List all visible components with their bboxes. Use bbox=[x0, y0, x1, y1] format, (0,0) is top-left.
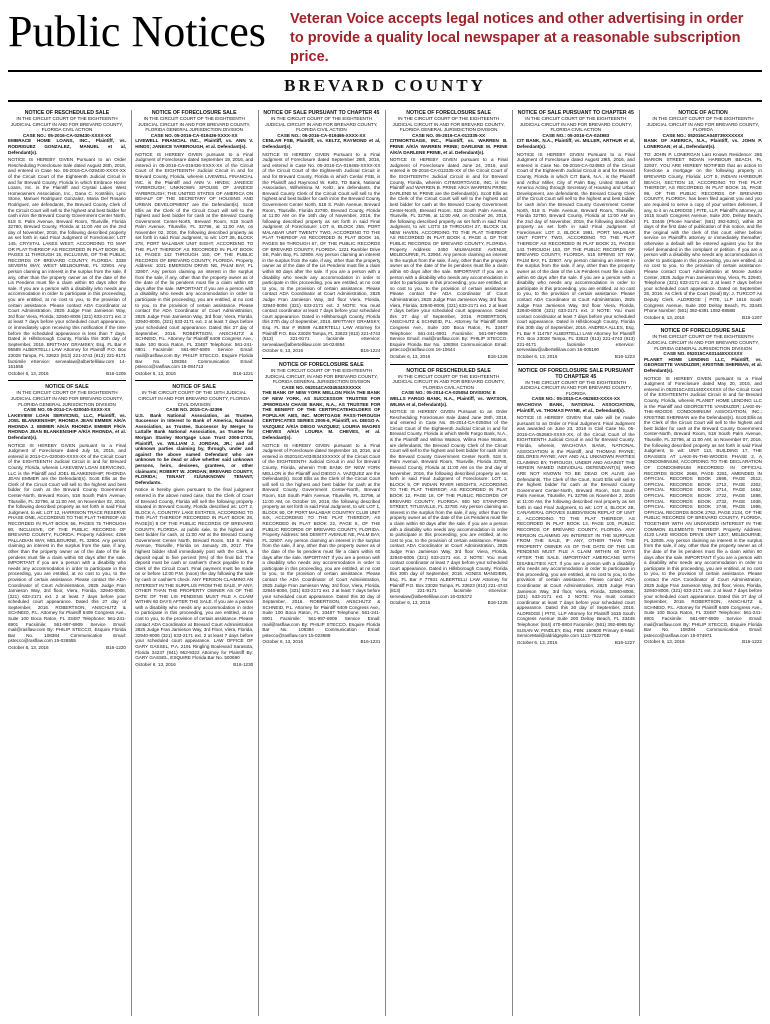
notice-reference-number: B16-1226 bbox=[487, 353, 508, 359]
notice-reference-number: B16-1227 bbox=[614, 639, 635, 645]
notice-footer bbox=[390, 354, 508, 360]
notice-title: NOTICE OF SALE PURSUANT TO CHAPTER 45 bbox=[517, 110, 634, 116]
notice-footer bbox=[8, 645, 126, 651]
column-rule bbox=[512, 110, 513, 1016]
notice-footer bbox=[135, 662, 253, 668]
county-section-header bbox=[8, 70, 762, 102]
notice-parties: EMBRACE HOME LOANS, INC., Plaintiff, vs. RODRIGUEZ GONZALEZ, MANUEL et al, Defendant(s). bbox=[8, 138, 126, 155]
notice-case-number: CASE NO. 2015-CA-42396 bbox=[166, 407, 223, 413]
notice-reference-number: B16-1223 bbox=[614, 353, 635, 359]
notice-title: NOTICE OF FORECLOSURE SALE bbox=[151, 110, 237, 116]
notice-parties: CIT BANK, N.A., Plaintiff, vs. MILLER, ARTHUR et al, Defendant(s). bbox=[516, 138, 635, 149]
notice-body: NOTICE IS HEREBY GIVEN pursuant to a Final Judgment of Foreclosure dated September 19, 2016, and entered in 05-2016-CA-019436-XXXX-XX of the Circuit Court of the EIGHTEENTH Judicial Circuit in and for Brevard County, Florida, wherein LIVEWELL FINANCIAL INC. is the Plaintiff and ANN V. HINDS; JANEICE YARBROUGH; UNKNOWN SPOUSE OF JANEICE YARBROUGH; THE UNITED STATES OF AMERICA ON BEHALF OF THE SECRETARY OF HOUSING AND URBAN DEVELOPMENT are the Defendant(s). Scott Ellis as the Clerk of the Circuit Court will sell to the highest and best bidder for cash at the Brevard County Government Center-North, Brevard Room, 518 South Palm Avenue, Titusville, FL 32796, at 11:00 AM, on November 02, 2016, the following described property as set forth in said Final Judgment, to wit: LOT 36, BLOCK 278, PORT MALABAR UNIT EIGHT, ACCORDING TO THE PLAT THEREOF AS RECORDED IN PLAT BOOK 14, PAGES 142 THROUGH 150, OF THE PUBLIC RECORDS OF BREVARD COUNTY, FLORIDA. Property Address: 1021 EMERSON DRIVE NE, PALM BAY, FL 32907. Any person claiming an interest in the surplus from the sale, if any, other than the property owner as of the date of the lis pendens must file a claim within 60 days after the sale. IMPORTANT If you are a person with a disability who needs any accommodation in order to participate in this proceeding, you are entitled, at no cost to you, to the provision of certain assistance. Please contact the ADA Coordinator of Court Administration, 2825 Judge Fran Jamieson Way, 3rd floor, Viera, Florida, 32940-8006, (321) 633-2171 ext. 2 at least 7 days before your scheduled court appearance. Dated this 27 day of September, 2016. ROBERTSON, ANSCHUTZ & SCHNEID, P.L. Attorney for Plaintiff 6409 Congress Ave., Suite 100 Boca Raton, FL 33487 Telephone: 561-241-6901 Facsimile: 561-997-6909 Service Email: mail@rasflaw.com By: PHILIP STECCO, Esquire Florida Bar No. 108384 Communication Email: pstecco@rasflaw.com 15-084713 bbox=[135, 151, 254, 370]
legal-notice bbox=[135, 110, 253, 376]
notice-parties: LIVEWELL FINANCIAL INC., Plaintiff, vs. ANN V. HINDS; JANEICE YARBROUGH, et al. Defendant(s). bbox=[135, 138, 254, 149]
notices-grid bbox=[8, 110, 762, 1016]
notice-reference-number: B16-1220 bbox=[106, 645, 126, 651]
masthead-title: Public Notices bbox=[8, 7, 266, 56]
notice-divider bbox=[390, 364, 508, 365]
notice-publication-dates: October 6, 13, 2016 bbox=[262, 639, 303, 645]
column-rule bbox=[131, 110, 132, 1016]
notice-publication-dates: October 6, 13, 2016 bbox=[262, 348, 303, 354]
notice-court: IN THE CIRCUIT COURT OF THE EIGHTEENTH JUDICIAL CIRCUIT IN AND FOR BREVARD COUNTY, FLORIDA CIVIL ACTION bbox=[519, 116, 632, 133]
notice-case-number: CASE NO.: 052016CA040739XXXXXX bbox=[662, 132, 744, 138]
notice-publication-dates: October 6, 13, 2016 bbox=[135, 661, 176, 667]
notice-parties: CITIMORTGAGE, INC., Plaintiff, vs. WARREN B. PRINE A/K/A WARREN PRINE; DARLENE M. PRINE A/K/A DARLENE PRINE, et al. Defendant(s). bbox=[389, 138, 508, 155]
notice-reference-number: B16-1230 bbox=[233, 661, 254, 667]
notice-case-number: CASE NO. 05-2016-CA-019436-XXXX-XX bbox=[150, 132, 238, 138]
notice-body: NOTICE IS HEREBY GIVEN Pursuant to a Final Judgment of Foreclosure dated September 26th, 2016, and entered in Case No. 05-2016-CA-019465-XXXX-XX of the Circuit Court of the Eighteenth Judicial Circuit in and for Brevard County, Florida in which Cenlar FSB, is the Plaintiff and Raymond W. Keltz, TD Bank, National Association, Wilhelmina M. Keltz, are defendants, the Brevard County Clerk of the Circuit Court will sell to the highest and best bidder for cash in/on the Brevard County Government Center North, 518 S. Palm Avenue, Brevard Room, Titusville, Florida 32780, Brevard County, Florida at 11:00 AM on the 16th day of November, 2016, the following described property as set forth in said Final Judgment of Foreclosure: LOT 8, BLOCK 255, PORT MALABAR UNIT TWENTY TWO, ACCORDING TO THE PLAT THEREOF AS RECORDED IN PLAT BOOK 16, PAGES 59 THROUGH 67, OF THE PUBLIC RECORDS OF BREVARD COUNTY, FLORIDA. 1221 Rambler Drive SE, Palm Bay, FL 32909. Any person claiming an interest in the surplus from the sale, if any, other than the property owner as of the date of the Lis Pendens must file a claim within 60 days after the sale. If you are a person with a disability who needs any accommodation in order to participate in this proceeding, you are entitled, at no cost to you, to the provision of certain assistance. Please contact ADA Coordinator at Court Administration, 2825 Judge Fran Jamieson Way, 3rd floor Viera, Florida, 32940-8006 (321) 633-2171 ext. 2 NOTE: You must contact coordinator at least 7 days before your scheduled court appearance. Dated in Hillsborough County, Florida this 27th day of September, 2016. BRITTANY GRAMSKY, Esq. FL Bar # 95589 ALBERTELLI LAW Attorney for Plaintiff P.O. Box 23028 Tampa, FL 33623 (813) 221-4743 (813) 221-9171 facsimile eService: servealaw@albertellilaw.com 16-024854 bbox=[262, 151, 381, 347]
notice-parties: U.S. Bank National Association, as Trustee, Successor in Interest to Bank of America, National Association, as Trustee, Successor by Merger to LaSalle Bank National Association, as Trustee for Morgan Stanley Mortgage Loan Trust 2006-17XS, Plaintiff, vs. WILLIAM J. JORDAN, JR.; and all unknown parties claiming by, through, under and against the above named Defendant who are unknown to be dead or alive whether said unknown persons, heirs, devisees, grantees, or other claimants; ROBERT W. JORDAN; BREVARD COUNTY, FLORIDA; TENANT #1/UNKNOWN TENANT, Defendants. bbox=[135, 412, 254, 485]
notice-case-number: CASE NO.: 05-2016-CA-024983 bbox=[542, 132, 610, 138]
notice-body: TO: JOHN P. LONERGAN Last Known Residence: 265 MARION STREET INDIAN HARBOUR BEACH, FL 32937. YOU ARE HEREBY NOTIFIED that an action to foreclose a mortgage on the following property in BREVARD County, Florida: LOT 5, INDIAN HARBOUR BEACH, SECTION 10, ACCORDING TO THE PLAT THEREOF, AS RECORDED IN PLAT BOOK 15, PAGE 99, OF THE PUBLIC RECORDS OF BREVARD COUNTY, FLORIDA. has been filed against you and you are required to serve a copy of your written defenses, if any, to it on ALDRIDGE | PITE, LLP, Plaintiff's attorney, at 1615 South Congress Avenue, Suite 200, Delray Beach, FL 33445 (Phone Number: (561) 392-6391), within 30 days of the first date of publication of this notice, and file the original with the clerk of this court either before service on Plaintiff's attorney or immediately thereafter; otherwise a default will be entered against you for the relief demanded in the complaint or petition. If you are a person with a disability who needs any accommodation in order to participate in this proceeding, you are entitled, at no cost to you, to the provision of certain assistance. Please contact Court Administration at Moore Justice Center, 2825 Judge Fran Jamieson Way, Viera, FL 32940, Telephone (321) 633-2171 ext. 2 at least 7 days before your scheduled court appearance. Dated on September 26, 2016. As Clerk of the Court (Seal) By: J. TURCOT As Deputy Clerk. ALDRIDGE | PITE, LLP 1615 South Congress Avenue, Suite 200 Delray Beach, FL 33445 Phone Number: (561) 392-6391 1092-8858B bbox=[644, 151, 762, 314]
notice-reference-number: B16-1207 bbox=[742, 314, 762, 320]
masthead-tagline: Veteran Voice accepts legal notices and other advertising in order to provide a quality local newspaper at a reasonable subscription price. bbox=[290, 11, 744, 65]
notice-body: NOTICE IS HEREBY GIVEN pursuant to a Final Judgment of Foreclosure dated July 16, 2015, and entered in 2014-CA-020040-XXXX-XX of the Circuit Court of the EIGHTEENTH Judicial Circuit in and for Brevard County, Florida, wherein LAKEVIEW LOAN SERVICING, LLC is the Plaintiff and JOEL BLANKENSHIP; RHONDA JEAN EMMER are the Defendant(s). Scott Ellis as the Clerk of the Circuit Court will sell to the highest and best bidder for cash at the Brevard County Government Center-North, Brevard Room, 518 South Palm Avenue, Titusville, FL 32796, at 11:00 AM, on November 02, 2016, the following described property as set forth in said Final Judgment, to wit: LOT 12, HARRISON TRACE RESERVE PHASE ONE, ACCORDING TO THE PLAT THEREOF AS RECORDED IN PLAT BOOK 56, PAGES 75 THROUGH 80, INCLUSIVE, OF THE PUBLIC RECORDS OF BREVARD COUNTY, FLORIDA. Property Address: 4266 PALLADIAN WAY, MELBOURNE, FL 32904. Any person claiming an interest in the surplus from the sale, if any, other than the property owner as of the date of the lis pendens must file a claim within 60 days after the sale. IMPORTANT If you are a person with a disability who needs any accommodation in order to participate in this proceeding, you are entitled, at no cost to you, to the provision of certain assistance. Please contact the ADA Coordinator of Court Administration, 2825 Judge Fran Jamieson Way, 3rd floor, Viera, Florida, 32940-8006, (321) 633-2171 ext. 2 at least 7 days before your scheduled court appearance. Dated this 27 day of September, 2016. ROBERTSON, ANSCHUTZ & SCHNEID, P.L. Attorney for Plaintiff 6409 Congress Ave., Suite 100 Boca Raton, FL 33487 Telephone: 561-241-6901 Facsimile: 561-997-6909 Service Email: mail@rasflaw.com By: PHILIP STECCO, Esquire Florida Bar No. 108384 Communication Email: pstecco@rasflaw.com 15-026555 bbox=[8, 442, 126, 644]
notice-title: NOTICE OF FORECLOSURE SALE bbox=[660, 328, 746, 335]
notice-publication-dates: October 6, 13, 2016 bbox=[8, 370, 49, 376]
column-rule bbox=[385, 110, 386, 1016]
notice-divider bbox=[644, 324, 762, 325]
notice-case-number: CASE NO. 052014CA034534XXXXXX bbox=[281, 384, 361, 390]
notice-title: NOTICE OF RESCHEDULED SALE bbox=[406, 367, 491, 374]
notice-publication-dates: October 6, 13, 2016 bbox=[8, 645, 49, 651]
notice-divider bbox=[8, 380, 126, 381]
notice-title: NOTICE OF SALE bbox=[172, 384, 216, 391]
notice-divider bbox=[135, 380, 253, 381]
legal-notice bbox=[644, 328, 762, 645]
notice-column bbox=[262, 110, 380, 1016]
notice-parties: THE BANK OF NEW YORK MELLON F/K/A THE BANK OF NEW YORK, AS SUCCESSOR TRUSTEE FOR JPMORGAN CHASE BANK, N.A., AS TRUSTEE FOR THE BENEFIT OF THE CERTIFICATEHOLDERS OF POPULAR ABS, INC. MORTGAGE PASS-THROUGH CERTIFICATES SERIES 2005-6, Plaintiff, vs. DIEGO A. VAZQUEZ A/K/A DIEGO VAZQUEZ; LOURIA MAGRIS CHEVES A/K/A LOURIA M. CHEVES, et al. Defendant(s). bbox=[262, 390, 381, 441]
legal-notice bbox=[517, 110, 635, 360]
legal-notice bbox=[135, 384, 253, 667]
notice-reference-number: B16-1205 bbox=[106, 370, 126, 376]
notice-column bbox=[644, 110, 762, 1016]
notice-court: IN THE CIRCUIT COURT OF THE EIGHTEENTH JUDICIAL CIRCUIT IN AND FOR BREVARD COUNTY, FLORIDA GENERAL JURISDICTION DIVISION bbox=[10, 390, 124, 407]
notice-title: NOTICE OF RESCHEDULED SALE bbox=[24, 110, 110, 116]
legal-notice bbox=[8, 384, 126, 650]
notice-case-number: CASE NO.: 05-2014-CA-025054 DIVISION: E bbox=[401, 390, 496, 396]
notice-parties: WELLS FARGO BANK, N.A., Plaintiff, vs. WATSON, WILMA et al, Defendant(s). bbox=[389, 395, 508, 407]
notice-column bbox=[8, 110, 126, 1016]
notice-body: Notice is hereby given pursuant to the final judgment entered in the above noted case, that the Clerk of Court of Brevard County, Florida will sell the following property situated in Brevard County, Florida described as: LOT 2, BLOCK A, COUNTRY LAKE ESTATES, ACCORDING TO THE PLAT THEREOF RECORDED IN PLAT BOOK 28, PAGE(S) 8 OF THE PUBLIC RECORDS OF BREVARD COUNTY, FLORIDA. at public sale, to the highest and best bidder for cash, at 11:00 AM at the Brevard County Government Center North, Brevard Room, 518 S. Palm Avenue, Titusville, Florida on January 25, 2017. The highest bidder shall immediately post with the Clerk, a deposit equal to five percent (5%) of the final bid. The deposit must be cash or cashier's check payable to the Clerk of the Circuit Court. Final payment must be made on or before 12:00 P.M. (noon) the day following the sale by cash or cashier's check. ANY PERSON CLAIMING AN INTEREST IN THE SURPLUS FROM THE SALE, IF ANY, OTHER THAN THE PROPERTY OWNER AS OF THE DATE OF THE LIS PENDENS MUST FILE A CLAIM WITHIN 60 DAYS AFTER THE SALE. If you are a person with a disability who needs any accommodation in order to participate in this proceeding, you are entitled, at no cost to you, to the provision of certain assistance. Please contact ADA Coordinator at Brevard Court Administration 2825 Judge Fran Jamieson Way, 3rd Floor, Viera, Florida, 32940-8006 (321) 633-2171 ext. 2 at least 7 days before your scheduled court appearance. LAW OFFICE OF GARY GASSEL, P.A. 2191 Ringling Boulevard Sarasota, Florida 34237 (941) 952-9322 Attorney for Plaintiff By: GARY GASSEL, ESQUIRE Florida Bar No. 500690 bbox=[135, 487, 254, 661]
notice-case-number: CASE NO.: 05-2016-CA-019465-XXXX-XX bbox=[277, 132, 366, 138]
column-rule bbox=[639, 110, 640, 1016]
notice-body: NOTICE IS HEREBY GIVEN pursuant to a Final Judgment of Foreclosure dated September 16, 2016, and entered in 052014CA034534XXXXXX of the Circuit Court of the EIGHTEENTH Judicial Circuit in and for Brevard County, Florida, wherein THE BANK OF NEW YORK MELLON is the Plaintiff and DIEGO A. VAZQUEZ are the Defendant(s). Scott Ellis as the Clerk of the Circuit Court will sell to the highest and best bidder for cash at the Brevard County Government Center-North, Brevard Room, 518 South Palm Avenue, Titusville, FL 32796, at 11:00 AM, on October 19, 2016, the following described property as set forth in said Final Judgment, to wit: LOT 1, BLOCK 90, OF PORT MALABAR COUNTRY CLUB UNIT SIX, ACCORDING TO THE PLAT THEREOF, AS RECORDED IN PLAT BOOK 22, PAGE 6, OF THE PUBLIC RECORDS OF BREVARD COUNTY, FLORIDA. Property Address: 565 DEWITT AVENUE NE, PALM BAY, FL 32907. Any person claiming an interest in the surplus from the sale, if any, other than the property owner as of the date of the lis pendens must file a claim within 60 days after the sale. IMPORTANT If you are a person with a disability who needs any accommodation in order to participate in this proceeding, you are entitled, at no cost to you, to the provision of certain assistance. Please contact the ADA Coordinator of Court Administration, 2825 Judge Fran Jamieson Way, 3rd floor, Viera, Florida, 32940-8006, (321) 633-2171 ext. 2 at least 7 days before your scheduled court appearance. Dated this 30 day of September, 2016. ROBERTSON, ANSCHUTZ & SCHNEID, P.L. Attorney for Plaintiff 6409 Congress Ave., Suite 100 Boca Raton, FL 33487 Telephone: 561-241-6901 Facsimile: 561-997-6909 Service Email: mail@rasflaw.com By: PHILIP STECCO, Esquire Florida Bar No. 108384 Communication Email: pstecco@rasflaw.com 15-023688 bbox=[262, 442, 381, 638]
notice-footer bbox=[390, 600, 508, 606]
notice-parties: WACHOVIA BANK, NATIONAL ASSOCIATION, Plaintiff, vs. THOMAS PAYNE, et al., Defendant(s). bbox=[516, 401, 635, 413]
notice-reference-number: B16-1222 bbox=[742, 639, 762, 645]
notice-title: NOTICE OF FORECLOSURE SALE bbox=[279, 361, 364, 368]
notice-case-number: CASE NO.: 05-2015-CA-052683-XXXX-XX bbox=[531, 396, 620, 402]
notice-parties: BANK OF AMERICA, N.A., Plaintiff, vs. JOHN P. LONERGAN; et al., Defendant(s). bbox=[644, 138, 762, 149]
notice-divider bbox=[517, 364, 635, 365]
notice-title: NOTICE OF ACTION bbox=[678, 110, 728, 116]
notice-case-number: CASE NO. 05-2016-CA-012335-XX bbox=[412, 132, 486, 138]
notice-title: NOTICE OF FORECLOSURE SALE PURSUANT TO CHAPTER 45 bbox=[518, 367, 634, 380]
notice-court: IN THE CIRCUIT COURT OF THE EIGHTEENTH JUDICIAL CIRCUIT IN AND FOR BREVARD COUNTY, FLORIDA CIVIL ACTION bbox=[265, 116, 378, 133]
notice-divider bbox=[262, 358, 380, 359]
legal-notice bbox=[8, 110, 126, 376]
notice-column bbox=[390, 110, 508, 1016]
notice-footer bbox=[517, 354, 635, 360]
notice-court: IN THE CIRCUIT COURT OF THE EIGHTEENTH JUDICIAL CIRCUIT IN AND FOR BREVARD COUNTY, FLORIDA bbox=[519, 379, 632, 396]
notice-title: NOTICE OF FORECLOSURE SALE bbox=[406, 110, 491, 116]
notice-footer bbox=[644, 315, 762, 321]
legal-notice bbox=[644, 110, 762, 320]
notice-publication-dates: October 6, 13, 2016 bbox=[644, 639, 685, 645]
notice-publication-dates: October 6, 13, 2016 bbox=[135, 370, 176, 376]
notice-case-number: CASE NO. 052015CA031440XXXXXX bbox=[663, 351, 743, 357]
legal-notice bbox=[390, 368, 508, 606]
notice-body: NOTICE IS HEREBY GIVEN Pursuant to a Final Judgment of Foreclosure dated August 29th, 2016, and entered in Case No. 05-2016-CA-024983 of the Circuit Court of the Eighteenth Judicial Circuit in and for Brevard County, Florida in which CIT Bank, N.A., is the Plaintiff and Arthur Miller, City of Palm Bay, United States of America Acting through Secretary of Housing and Urban Development, are defendants, the Brevard County Clerk of the Circuit Court will sell to the highest and best bidder for cash in/on the Brevard County Government Center North, 518 S. Palm Avenue, Brevard Room, Titusville, Florida 32780, Brevard County, Florida at 11:00 AM on the 2nd day of November, 2016, the following described property as set forth in said Final Judgment of Foreclosure: LOT 2, BLOCK 1991, PORT MALABAR UNIT FORTY TWO, ACCORDING TO THE PLAT THEREOF AS RECORDED IN PLAT BOOK 21, PAGES 143 THROUGH 163, OF THE PUBLIC RECORDS OF BREVARD COUNTY, FLORIDA. 515 SPRING ST NW, PALM BAY, FL 32907. Any person claiming an interest in the surplus from the sale, if any, other than the property owner as of the date of the Lis Pendens must file a claim within 60 days after the sale. If you are a person with a disability who needs any accommodation in order to participate in this proceeding, you are entitled, at no cost to you, to the provision of certain assistance. Please contact ADA Coordinator at Court Administration, 2825 Judge Fran Jamieson Way, 3rd floor Viera, Florida, 32940-8006 (321) 633-2171 ext. 2 NOTE: You must contact coordinator at least 7 days before your scheduled court appearance. Dated in Hillsborough County, Florida this 30th day of September, 2016. ANDREA ALLES, Esq. FL Bar # 114757 ALBERTELLI LAW Attorney for Plaintiff P.O. Box 23028 Tampa, FL 33623 (813) 221-4743 (813) 221-9171 facsimile eService: servealaw@albertellilaw.com 16-005190 bbox=[516, 151, 635, 353]
notice-footer bbox=[517, 640, 635, 646]
notice-court: IN THE CIRCUIT COURT OF THE EIGHTEENTH JUDICIAL CIRCUIT, IN AND FOR BREVARD COUNTY, FLORIDA GENERAL JURISDICTION DIVISION bbox=[264, 367, 378, 385]
notice-publication-dates: October 6, 13, 2016 bbox=[644, 314, 685, 320]
notice-reference-number: B16-1224 bbox=[360, 348, 381, 354]
notice-body: NOTICE IS HEREBY GIVEN pursuant to a Final Judgment of Foreclosure dated June 24, 2016, and entered in 05-2016-CA-012335-XX of the Circuit Court of the EIGHTEENTH Judicial Circuit in and for Brevard County, Florida, wherein CITIMORTGAGE, INC. is the Plaintiff and WARREN B. PRINE A/K/A WARREN PRINE; DARLENE M. PRINE are the Defendant(s). Scott Ellis as the Clerk of the Circuit Court will sell to the highest and best bidder for cash at the Brevard County Government Center-North, Brevard Room, 518 South Palm Avenue, Titusville, FL 32796, at 11:00 AM, on October 26, 2016, the following described property as set forth in said Final Judgment, to wit: LOTS 19 THROUGH 27, BLOCK 19, NEW HAVEN, ACCORDING TO THE PLAT THEREOF AS RECORDED IN PLAT BOOK 4, PAGE 4, OF THE PUBLIC RECORDS OF BREVARD COUNTY, FLORIDA. Property Address: 3450 MILWAUKEE AVENUE, MELBOURNE, FL 32904. Any person claiming an interest in the surplus from the sale, if any, other than the property owner as of the date of the lis pendens must file a claim within 60 days after the sale. IMPORTANT If you are a person with a disability who needs any accommodation in order to participate in this proceeding, you are entitled, at no cost to you, to the provision of certain assistance. Please contact the ADA Coordinator of Court Administration, 2825 Judge Fran Jamieson Way, 3rd floor, Viera, Florida, 32940-8006, (321) 633-2171 ext. 2 at least 7 days before your scheduled court appearance. Dated this 27 day of September, 2016. ROBERTSON, ANSCHUTZ & SCHNEID, P.L. Attorney for Plaintiff 6409 Congress Ave., Suite 100 Boca Raton, FL 33487 Telephone: 561-241-6901 Facsimile: 561-997-6909 Service Email: mail@rasflaw.com By: PHILIP STECCO, Esquire Florida Bar No. 108384 Communication Email: pstecco@rasflaw.com 16-10644 bbox=[389, 157, 508, 353]
notice-footer bbox=[135, 371, 253, 377]
legal-notice bbox=[390, 110, 508, 360]
notice-body: NOTICE IS HEREBY GIVEN pursuant to a Final Judgment of Foreclosure dated May 20, 2016, and entered in 052015CA031440XXXXXX of the Circuit Court of the EIGHTEENTH Judicial Circuit in and for Brevard County, Florida, wherein PLANET HOME LENDING LLC is the Plaintiff and GEORGETTE VANDUZER; LAKE-IN-THE-WOODS CONDOMINIUM ASSOCIATION, INC.; KRISTINE SHERMAN are the Defendant(s). Scott Ellis as the Clerk of the Circuit Court will sell to the highest and best bidder for cash at the Brevard County Government Center-North, Brevard Room, 518 South Palm Avenue, Titusville, FL 32796, at 11:00 AM, on November 07, 2016, the following described property as set forth in said Final Judgment, to wit: UNIT 113, BUILDING 17, THE GRASSES AT LAKE-IN-THE-WOODS PHASE 2, A CONDOMINIUM, ACCORDING TO THE DECLARATION OF CONDOMINIUM RECORDED IN OFFICIAL RECORDS BOOK 2668, PAGE 2281, AMENDED IN OFFICIAL RECORDS BOOK 2696, PAGE 2512, OFFICIAL RECORDS BOOK 2712, PAGE 2302, OFFICIAL RECORDS BOOK 2714, PAGE 1652, OFFICIAL RECORDS BOOK 2722, PAGE 1886, OFFICIAL RECORDS BOOK 2732, PAGE 1936, OFFICIAL RECORDS BOOK 2746, PAGE 1996, OFFICIAL RECORDS BOOK 2762, PAGE 2134, OF THE PUBLIC RECORDS OF BREVARD COUNTY, FLORIDA, TOGETHER WITH AN UNDIVIDED INTEREST IN THE COMMON ELEMENTS THEREOF. Property Address: 4120 LAKE WOODS DRIVE UNIT 1307, MELBOURNE, FL 32935. Any person claiming an interest in the surplus from the sale, if any, other than the property owner as of the date of the lis pendens must file a claim within 60 days after the sale. IMPORTANT If you are a person with a disability who needs any accommodation in order to participate in this proceeding, you are entitled, at no cost to you, to the provision of certain assistance. Please contact the ADA Coordinator of Court Administration, 2825 Judge Fran Jamieson Way, 3rd floor, Viera, Florida, 32940-8006, (321) 633-2171 ext. 2 at least 7 days before your scheduled court appearance. Dated this 27 day of September, 2016. ROBERTSON, ANSCHUTZ & SCHNEID, P.L. Attorney for Plaintiff 6409 Congress Ave., Suite 100 Boca Raton, FL 33487 Telephone: 561-241-6901 Facsimile: 561-997-6909 Service Email: mail@rasflaw.com By: PHILIP STECCO, Esquire Florida Bar No. 108384 Communication Email: pstecco@rasflaw.com 15-074971 bbox=[644, 375, 762, 638]
notice-body: NOTICE IS HEREBY GIVEN Pursuant to an Order Rescheduling Foreclosure Sale dated June 29th, 2016, and entered in Case No. 05-2014-CA-025054 of the Circuit Court of the Eighteenth Judicial Circuit in and for Brevard County, Florida in which Wells Fargo Bank, N.A., is the Plaintiff and Wilma Watson, Wilma Rose Watson, are defendants, the Brevard County Clerk of the Circuit Court will sell to the highest and best bidder for cash in/on the Brevard County Government Center North, 518 S. Palm Avenue, Brevard Room, Titusville, Florida 32780, Brevard County, Florida at 11:00 AM on the 2nd day of November, 2016, the following described property as set forth in said Final Judgment of Foreclosure: LOT 1, BLOCK 9, OF INDIAN RIVER HEIGHTS, ACCORDING TO THE PLAT THEREOF, AS RECORDED IN PLAT BOOK 12, PAGE 18, OF THE PUBLIC RECORDS OF BREVARD COUNTY, FLORIDA. 650 NO STANFORD STREET, TITUSVILLE, FL 32780. Any person claiming an interest in the surplus from the sale, if any, other than the property owner as of the date of the Lis Pendens must file a claim within 60 days after the sale. If you are a person with a disability who needs any accommodation in order to participate in this proceeding, you are entitled, at no cost to you, to the provision of certain assistance. Please contact ADA Coordinator at Court Administration, 2825 Judge Fran Jamieson Way, 3rd floor Viera, Florida, 32940-8006 (321) 633-2171 ext. 2 NOTE: You must contact coordinator at least 7 days before your scheduled court appearance. Dated in Hillsborough County, Florida this 30th day of September, 2016. AGNES MANGIBIN, Esq. FL Bar # 77931 ALBERTELLI LAW Attorney for Plaintiff P.O. Box 23028 Tampa, FL 33623 (813) 221-4743 (813) 221-9171 facsimile eService: servealaw@albertellilaw.com 16-025372 bbox=[389, 409, 508, 599]
notice-column bbox=[517, 110, 635, 1016]
legal-notice bbox=[262, 110, 380, 354]
notice-publication-dates: October 6, 13, 2016 bbox=[389, 353, 431, 359]
notice-court: IN THE CIRCUIT COURT OF THE EIGHTEENTH JUDICIAL CIRCUIT IN AND FOR BREVARD COUNTY, FLORIDA CIVIL ACTION bbox=[392, 373, 505, 390]
notice-reference-number: B16-1231 bbox=[360, 639, 381, 645]
notice-parties: PLANET HOME LENDING LLC, Plaintiff, vs. GEORGETTE VANDUZER; KRISTINE SHERMAN, et al. Defendant(s). bbox=[644, 356, 762, 373]
notice-parties: CENLAR FSB, Plaintiff, vs. KELTZ, RAYMOND et al, Defendant(s). bbox=[262, 138, 381, 149]
notice-court: IN THE CIRCUIT COURT OF THE EIGHTEENTH JUDICIAL CIRCUIT IN AND FOR BREVARD COUNTY, FLORIDA GENERAL JURISDICTION DIVISION bbox=[138, 116, 251, 133]
column-rule bbox=[258, 110, 259, 1016]
notice-court: IN THE CIRCUIT COURT OF THE EIGHTEENTH JUDICIAL CIRCUIT IN AND FOR BREVARD COUNTY, FLORIDA bbox=[646, 116, 760, 133]
notice-case-number: CASE NO. 05-2014-CA-020040-XXXX-XX bbox=[23, 407, 111, 413]
notice-publication-dates: October 6, 13, 2016 bbox=[389, 600, 431, 606]
notice-title: NOTICE OF SALE PURSUANT TO CHAPTER 45 bbox=[263, 110, 380, 116]
notice-footer bbox=[8, 371, 126, 377]
masthead bbox=[0, 0, 770, 70]
notice-column bbox=[135, 110, 253, 1016]
notice-body: NOTICE IS HEREBY GIVEN Pursuant to an Order Rescheduling Foreclosure Sale dated August 26th, 2016, and entered in Case No. 05-2016-CA-029430-XXXX-XX of the Circuit Court of the Eighteenth Judicial Circuit in and for Brevard County, Florida in which Embrace Home Loans, Inc. is the Plaintiff and Crystal Lakes West Homeowners Association, Inc., Dana C. Kostrikin, Lyric Stone, Manuel Rodriguez Gonzalez, Maria Del Rosario Rodriguez, are defendants, the Brevard County Clerk of the Circuit Court will sell to the highest and best bidder for cash in/on the Brevard County Government Center North, 518 S. Palm Avenue, Brevard Room, Titusville, Florida 32780, Brevard County, Florida at 11:00 AM on the 2nd day of November, 2016, the following described property as set forth in said Final Judgment of Foreclosure: LOT 145, CRYSTAL LAKES WEST, ACCORDING TO MAP OR PLAT THEREOF AS RECORDED IN PLAT BOOK 56, PAGES 11 THROUGH 15, INCLUSIVE, OF THE PUBLIC RECORDS OF BREVARD COUNTY, FLORIDA. 3338 SEVERN WAY, WEST MELBOURNE, FL 32904. Any person claiming an interest in the surplus from the sale, if any, other than the property owner as of the date of the Lis Pendens must file a claim within 60 days after the sale. If you are a person with a disability who needs any accommodation in order to participate in this proceeding, you are entitled, at no cost to you, to the provision of certain assistance. Please contact ADA Coordinator at Court Administration, 2825 Judge Fran Jamieson Way, 3rd floor Viera, Florida, 32940-8006 (321) 633-2171 ext. 2 at least 7 days before your scheduled court appearance, or immediately upon receiving this notification if the time before the scheduled appearance is less than 7 days. Dated in Hillsborough County, Florida this 30th day of September, 2016. BRITTANY GRAMSKY, Esq. FL Bar # 95589 ALBERTELLI LAW Attorney for Plaintiff P.O. Box 23028 Tampa, FL 33623 (813) 221-4743 (813) 221-9171 facsimile eService: servealaw@albertellilaw.com 14-151555 bbox=[8, 157, 126, 370]
notice-court: IN THE CIRCUIT COURT OF THE EIGHTEENTH JUDICIAL CIRCUIT IN AND FOR BREVARD COUNTY, FLORIDA GENERAL JURISDICTION DIVISION bbox=[392, 116, 505, 133]
legal-notice bbox=[262, 362, 380, 645]
notice-title: NOTICE OF SALE bbox=[45, 384, 89, 391]
county-name: BREVARD COUNTY bbox=[284, 76, 486, 95]
notice-case-number: CASE NO.: 05-2016-CA-029430-XXXX-XX bbox=[22, 132, 112, 138]
notice-reference-number: B16-1225 bbox=[487, 600, 508, 606]
legal-notice bbox=[517, 368, 635, 646]
notice-publication-dates: October 6, 13, 2016 bbox=[516, 639, 558, 645]
notice-footer bbox=[262, 639, 380, 645]
notice-reference-number: B16-1221 bbox=[233, 370, 254, 376]
notice-court: IN THE CIRCUIT COURT OF THE EIGHTEENTH JUDICIAL CIRCUIT IN AND FOR BREVARD COUNTY, FLORIDA CIVIL ACTION bbox=[10, 116, 124, 133]
notice-parties: LAKEVIEW LOAN SERVICING, LLC, Plaintiff, vs. JOEL BLANKENSHIP; RHONDA JEAN EMMER A/K/A RHONDA J. EMMER A/K/A RHONDA EMMER F/K/A RHONDA JEAN BLANKENSHIP A/K/A RHONDA, et al. Defendant(s). bbox=[8, 412, 126, 441]
notice-footer bbox=[262, 348, 380, 354]
notice-court: IN THE CIRCUIT COURT OF THE EIGHTEENTH JUDICIAL CIRCUIT IN AND FOR BREVARD COUNTY, FLORIDA GENERAL JURISDICTION DIVISION bbox=[646, 334, 760, 351]
notice-footer bbox=[644, 639, 762, 645]
notice-publication-dates: October 6, 13, 2016 bbox=[516, 353, 558, 359]
notice-court: IN THE CIRCUIT COURT OF THE 18TH JUDICIAL CIRCUIT IN AND FOR BREVARD COUNTY, FLORIDA CIVIL DIVISION bbox=[138, 390, 251, 407]
notice-body: NOTICE IS HEREBY GIVEN that sale will be made pursuant to an Order or Final Judgment. Final Judgment was awarded on June 23, 2016 in Civil Case No. 05-2015-CA-052683-XXXX-XX, of the Circuit Court of the EIGHTEENTH Judicial Circuit in and for Brevard County, Florida, wherein, WACHOVIA BANK, NATIONAL ASSOCIATION is the Plaintiff, and THOMAS PAYNE; DELORES PAYNE; ANY AND ALL UNKNOWN PARTIES CLAIMING BY, THROUGH, UNDER AND AGAINST THE HEREIN NAMED INDIVIDUAL DEFENDANT(S) WHO ARE NOT KNOWN TO BE DEAD OR ALIVE are Defendants. The Clerk of the Court, Scott Ellis will sell to the highest bidder for cash at the Brevard County Government Center-North, Brevard Room, 518 South Palm Avenue, Titusville, FL 32796 on November 2, 2016 at 11:00 AM, the following described real property as set forth in said Final Judgment, to wit: LOT 4, BLOCK 2B, CANAVERAL GROVES SUBDIVISION REPLAT OF UNIT 2, ACCORDING TO THE PLAT THEREOF, AS RECORDED IN PLAT BOOK 13, PAGE 100, PUBLIC RECORDS OF BREVARD COUNTY, FLORIDA. ANY PERSON CLAIMING AN INTEREST IN THE SURPLUS FROM THE SALE, IF ANY, OTHER THAN THE PROPERTY OWNER AS OF THE DATE OF THE LIS PENDENS MUST FILE A CLAIM WITHIN 60 DAYS AFTER THE SALE. IMPORTANT AMERICANS WITH DISABILITIES ACT. If you are a person with a disability who needs any accommodation in order to participate in this proceeding, you are entitled, at no cost to you, to the provision of certain assistance. Please contact ADA Coordinator at Court Administration, 2825 Judge Fran Jamieson Way, 3rd floor, Viera, Florida, 32940-8006, (321) 633-2171 ext. 2 NOTE: You must contact coordinator at least 7 days before your scheduled court appearance. Dated this 30 day of September, 2016. ALDRIDGE | PITE, LLP Attorney for Plaintiff 1615 South Congress Avenue Suite 200 Delray Beach, FL 33445 Telephone: (844) 470-8804 Facsimile: (561) 392-6965 By: SUSAN W. FINDLEY, Esq. FBN: 160600 Primary E-Mail: ServiceMail@aldridgepite.com 1113-752270B bbox=[516, 415, 635, 639]
